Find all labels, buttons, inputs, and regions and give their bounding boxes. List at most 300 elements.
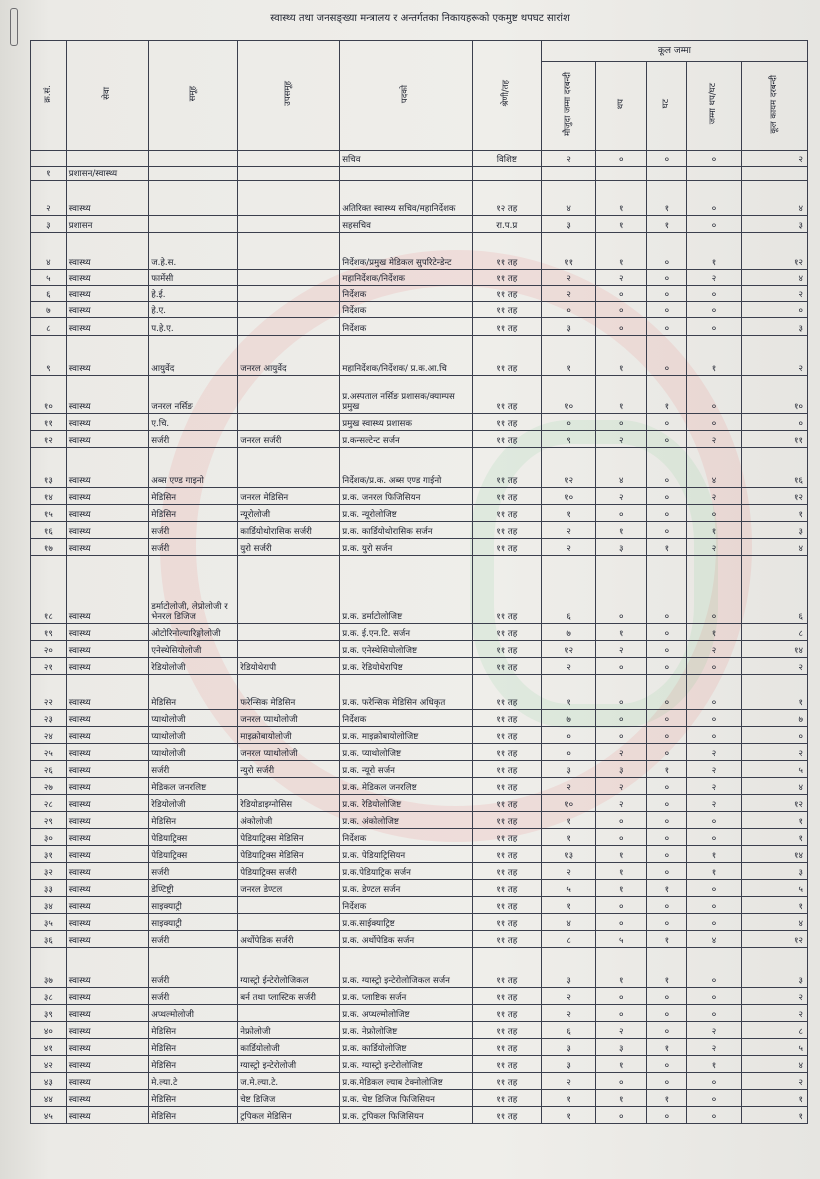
pad-cell: निर्देशक — [340, 318, 472, 336]
sn-cell: १ — [31, 167, 67, 181]
sn-cell: ९ — [31, 336, 67, 376]
sn-cell: २ — [31, 181, 67, 216]
pad-cell: प्र.क. न्यूरोलोजिष्ट — [340, 505, 472, 522]
upasamuha-cell: जनरल सर्जरी — [238, 431, 340, 448]
tah-cell: ११ तह — [472, 431, 541, 448]
existing-cell: ४ — [542, 914, 596, 931]
pad-cell: महानिर्देशक/निर्देशक/ प्र.क.आ.चि — [340, 336, 472, 376]
sewa-cell: स्वास्थ्य — [66, 1056, 148, 1073]
upasamuha-cell: जनरल प्याथोलोजी — [238, 744, 340, 761]
ghat-cell: ० — [647, 318, 687, 336]
thap-cell: ० — [596, 556, 647, 624]
tah-cell: ११ तह — [472, 880, 541, 897]
total-cell: ४ — [741, 778, 807, 795]
ghat-cell: १ — [647, 181, 687, 216]
net-cell: २ — [687, 795, 741, 812]
ghat-cell: ० — [647, 448, 687, 488]
thap-cell: १ — [596, 624, 647, 641]
tah-cell: ११ तह — [472, 641, 541, 658]
total-cell: २ — [741, 286, 807, 302]
thap-cell: ० — [596, 897, 647, 914]
table-row — [31, 931, 808, 948]
existing-cell: १२ — [542, 448, 596, 488]
upasamuha-cell — [238, 318, 340, 336]
upasamuha-cell: अंकोलोजी — [238, 812, 340, 829]
ghat-cell: ० — [647, 414, 687, 431]
net-cell: ० — [687, 302, 741, 318]
total-cell: १२ — [741, 233, 807, 270]
table-row — [31, 556, 808, 624]
ghat-cell: १ — [647, 948, 687, 988]
net-cell: १ — [687, 522, 741, 539]
sewa-cell — [66, 151, 148, 167]
table-row — [31, 880, 808, 897]
tah-cell: ११ तह — [472, 505, 541, 522]
upasamuha-cell — [238, 181, 340, 216]
existing-cell: ३ — [542, 948, 596, 988]
sn-cell: ८ — [31, 318, 67, 336]
total-cell: ३ — [741, 522, 807, 539]
tah-cell: ११ तह — [472, 286, 541, 302]
sewa-cell: स्वास्थ्य — [66, 744, 148, 761]
total-cell: १ — [741, 1107, 807, 1124]
tah-cell: ११ तह — [472, 1073, 541, 1090]
sewa-cell: स्वास्थ्य — [66, 624, 148, 641]
header-samuha: समूह — [149, 41, 238, 151]
ghat-cell: १ — [647, 376, 687, 414]
samuha-cell: प्याथोलोजी — [149, 727, 238, 744]
thap-cell: २ — [596, 270, 647, 286]
net-cell: ० — [687, 988, 741, 1005]
total-cell: २ — [741, 1005, 807, 1022]
samuha-cell: सर्जरी — [149, 431, 238, 448]
samuha-cell: मेडिसिन — [149, 812, 238, 829]
net-cell: ४ — [687, 448, 741, 488]
samuha-cell: ए.चि. — [149, 414, 238, 431]
sewa-cell: स्वास्थ्य — [66, 948, 148, 988]
pad-cell: प्र.क. फरेन्सिक मेडिसिन अधिकृत — [340, 675, 472, 710]
thap-cell: ० — [596, 675, 647, 710]
total-cell: २ — [741, 658, 807, 675]
upasamuha-cell: बर्न तथा प्लास्टिक सर्जरी — [238, 988, 340, 1005]
thap-cell: ३ — [596, 1039, 647, 1056]
tah-cell: १२ तह — [472, 181, 541, 216]
ghat-cell: ० — [647, 431, 687, 448]
ghat-cell: ० — [647, 846, 687, 863]
tah-cell: ११ तह — [472, 727, 541, 744]
pad-cell: प्र.क. ट्रपिकल फिजिसियन — [340, 1107, 472, 1124]
tah-cell: ११ तह — [472, 488, 541, 505]
sn-cell: २२ — [31, 675, 67, 710]
tah-cell: ११ तह — [472, 336, 541, 376]
thap-cell: ० — [596, 1005, 647, 1022]
upasamuha-cell: नेफ्रोलोजी — [238, 1022, 340, 1039]
ghat-cell: ० — [647, 151, 687, 167]
pad-cell: निर्देशक — [340, 829, 472, 846]
samuha-cell: रेडियोलोजी — [149, 795, 238, 812]
sewa-cell: स्वास्थ्य — [66, 302, 148, 318]
net-cell: ० — [687, 658, 741, 675]
samuha-cell: सर्जरी — [149, 863, 238, 880]
samuha-cell: मेडिसिन — [149, 1107, 238, 1124]
sewa-cell: स्वास्थ्य — [66, 880, 148, 897]
samuha-cell: सर्जरी — [149, 761, 238, 778]
table-row — [31, 863, 808, 880]
pad-cell: सहसचिव — [340, 216, 472, 233]
sewa-cell: स्वास्थ्य — [66, 336, 148, 376]
net-cell: ० — [687, 727, 741, 744]
net-cell: ० — [687, 948, 741, 988]
thap-cell: १ — [596, 948, 647, 988]
net-cell: १ — [687, 233, 741, 270]
samuha-cell: मेडिसिन — [149, 505, 238, 522]
pad-cell: प्र.कन्सल्टेन्ट सर्जन — [340, 431, 472, 448]
sn-cell: ४० — [31, 1022, 67, 1039]
samuha-cell: मेडिसिन — [149, 488, 238, 505]
upasamuha-cell — [238, 216, 340, 233]
tah-cell: ११ तह — [472, 1005, 541, 1022]
net-cell: ० — [687, 812, 741, 829]
tah-cell: ११ तह — [472, 624, 541, 641]
ghat-cell: ० — [647, 624, 687, 641]
samuha-cell: मेडिसिन — [149, 675, 238, 710]
total-cell: ४ — [741, 914, 807, 931]
sn-cell: ३६ — [31, 931, 67, 948]
ghat-cell: ० — [647, 1005, 687, 1022]
sewa-cell: स्वास्थ्य — [66, 1073, 148, 1090]
header-sn: क्र.सं. — [31, 41, 67, 151]
ghat-cell: ० — [647, 829, 687, 846]
pad-cell: प्र.क. न्यूरो सर्जन — [340, 761, 472, 778]
samuha-cell: आयुर्वेद — [149, 336, 238, 376]
table-row — [31, 624, 808, 641]
header-total-kayam: कूल कायम दरबन्दी — [741, 62, 807, 151]
existing-cell: २ — [542, 151, 596, 167]
sewa-cell: स्वास्थ्य — [66, 488, 148, 505]
thap-cell: २ — [596, 488, 647, 505]
header-pad: पदको — [340, 41, 472, 151]
pad-cell: अतिरिक्त स्वास्थ्य सचिव/महानिर्देशक — [340, 181, 472, 216]
thap-cell: १ — [596, 233, 647, 270]
upasamuha-cell — [238, 778, 340, 795]
table-row — [31, 812, 808, 829]
upasamuha-cell — [238, 556, 340, 624]
net-cell: ० — [687, 376, 741, 414]
table-row — [31, 167, 808, 181]
existing-cell: ६ — [542, 1022, 596, 1039]
samuha-cell: मेडिसिन — [149, 1039, 238, 1056]
existing-cell: २ — [542, 778, 596, 795]
total-cell: ४ — [741, 1056, 807, 1073]
ghat-cell: ० — [647, 658, 687, 675]
existing-cell: २ — [542, 286, 596, 302]
sewa-cell: स्वास्थ्य — [66, 675, 148, 710]
table-row — [31, 795, 808, 812]
table-row — [31, 151, 808, 167]
net-cell: १ — [687, 1056, 741, 1073]
tah-cell: ११ तह — [472, 376, 541, 414]
total-cell: २ — [741, 744, 807, 761]
ghat-cell: १ — [647, 880, 687, 897]
ghat-cell: ० — [647, 744, 687, 761]
total-cell: ३ — [741, 948, 807, 988]
table-row — [31, 846, 808, 863]
table-row — [31, 948, 808, 988]
upasamuha-cell: अर्थोपेडिक सर्जरी — [238, 931, 340, 948]
table-row — [31, 181, 808, 216]
upasamuha-cell: जनरल प्याथोलोजी — [238, 710, 340, 727]
net-cell — [687, 167, 741, 181]
total-cell: ४ — [741, 270, 807, 286]
sn-cell: ३८ — [31, 988, 67, 1005]
total-cell: १० — [741, 376, 807, 414]
sn-cell: २५ — [31, 744, 67, 761]
sn-cell: ४३ — [31, 1073, 67, 1090]
samuha-cell: फार्मेसी — [149, 270, 238, 286]
thap-cell: १ — [596, 880, 647, 897]
pad-cell: प्र.क. कार्डियोलोजिष्ट — [340, 1039, 472, 1056]
table-row — [31, 1022, 808, 1039]
sn-cell: ३९ — [31, 1005, 67, 1022]
sewa-cell: स्वास्थ्य — [66, 863, 148, 880]
sn-cell: १५ — [31, 505, 67, 522]
ghat-cell: ० — [647, 286, 687, 302]
total-cell: ४ — [741, 539, 807, 556]
total-cell: ० — [741, 727, 807, 744]
net-cell: २ — [687, 761, 741, 778]
samuha-cell: ज.हे.स. — [149, 233, 238, 270]
table-row — [31, 505, 808, 522]
upasamuha-cell — [238, 302, 340, 318]
existing-cell: १० — [542, 488, 596, 505]
tah-cell: ११ तह — [472, 863, 541, 880]
thap-cell: १ — [596, 336, 647, 376]
upasamuha-cell: कार्डियोथोरासिक सर्जरी — [238, 522, 340, 539]
existing-cell: ३ — [542, 216, 596, 233]
sewa-cell: स्वास्थ्य — [66, 914, 148, 931]
tah-cell: ११ तह — [472, 1039, 541, 1056]
ghat-cell: ० — [647, 336, 687, 376]
pad-cell: प्र.क. अर्थोपेडिक सर्जन — [340, 931, 472, 948]
tah-cell: ११ तह — [472, 795, 541, 812]
sewa-cell: स्वास्थ्य — [66, 431, 148, 448]
tah-cell: ११ तह — [472, 448, 541, 488]
thap-cell: ० — [596, 505, 647, 522]
ghat-cell: ० — [647, 302, 687, 318]
upasamuha-cell: जनरल डेण्टल — [238, 880, 340, 897]
table-row — [31, 641, 808, 658]
pad-cell: निर्देशक — [340, 897, 472, 914]
pad-cell: प्र.क.साईक्याट्रिष्ट — [340, 914, 472, 931]
ghat-cell: ० — [647, 641, 687, 658]
net-cell: १ — [687, 624, 741, 641]
existing-cell: १ — [542, 675, 596, 710]
samuha-cell: मेडिसिन — [149, 1022, 238, 1039]
ghat-cell: १ — [647, 539, 687, 556]
net-cell: ० — [687, 897, 741, 914]
sn-cell: ३१ — [31, 846, 67, 863]
upasamuha-cell: युरो सर्जरी — [238, 539, 340, 556]
samuha-cell: मेडिकल जनरलिष्ट — [149, 778, 238, 795]
net-cell: २ — [687, 641, 741, 658]
sn-cell: ३ — [31, 216, 67, 233]
sn-cell: ३४ — [31, 897, 67, 914]
existing-cell: ३ — [542, 318, 596, 336]
upasamuha-cell — [238, 897, 340, 914]
thap-cell: ० — [596, 414, 647, 431]
sewa-cell: स्वास्थ्य — [66, 522, 148, 539]
table-row — [31, 522, 808, 539]
sn-cell: २८ — [31, 795, 67, 812]
samuha-cell — [149, 167, 238, 181]
tah-cell: ११ तह — [472, 522, 541, 539]
net-cell: २ — [687, 488, 741, 505]
tah-cell: ११ तह — [472, 744, 541, 761]
existing-cell: २ — [542, 863, 596, 880]
thap-cell: २ — [596, 744, 647, 761]
ghat-cell: १ — [647, 1039, 687, 1056]
upasamuha-cell — [238, 233, 340, 270]
tah-cell: रा.प.प्र — [472, 216, 541, 233]
net-cell: २ — [687, 270, 741, 286]
sewa-cell: प्रशासन — [66, 216, 148, 233]
samuha-cell: मेडिसिन — [149, 1056, 238, 1073]
ghat-cell — [647, 167, 687, 181]
pad-cell: प्र.क.मेडिकल ल्याब टेक्नोलोजिष्ट — [340, 1073, 472, 1090]
total-cell: ० — [741, 302, 807, 318]
thap-cell: ० — [596, 812, 647, 829]
sn-cell: ३२ — [31, 863, 67, 880]
existing-cell: १ — [542, 505, 596, 522]
thap-cell — [596, 167, 647, 181]
ghat-cell: ० — [647, 505, 687, 522]
upasamuha-cell: कार्डियोलोजी — [238, 1039, 340, 1056]
total-cell: १ — [741, 505, 807, 522]
thap-cell: ३ — [596, 539, 647, 556]
pad-cell: प्र.क. पेडियाट्रिसियन — [340, 846, 472, 863]
tah-cell: ११ तह — [472, 233, 541, 270]
existing-cell: ४ — [542, 181, 596, 216]
sewa-cell: स्वास्थ्य — [66, 376, 148, 414]
net-cell: ० — [687, 286, 741, 302]
pad-cell: प्र.क. रेडियोथेरापिष्ट — [340, 658, 472, 675]
sn-cell: २३ — [31, 710, 67, 727]
net-cell: ० — [687, 880, 741, 897]
header-sewa: सेवा — [66, 41, 148, 151]
total-cell: ० — [741, 414, 807, 431]
samuha-cell — [149, 151, 238, 167]
sewa-cell: स्वास्थ्य — [66, 846, 148, 863]
table-row — [31, 744, 808, 761]
thap-cell: १ — [596, 1090, 647, 1107]
sewa-cell: स्वास्थ्य — [66, 1039, 148, 1056]
existing-cell: १ — [542, 897, 596, 914]
total-cell: ६ — [741, 556, 807, 624]
sewa-cell: स्वास्थ्य — [66, 448, 148, 488]
thap-cell: १ — [596, 1056, 647, 1073]
pad-cell: प्रमुख स्वास्थ्य प्रशासक — [340, 414, 472, 431]
total-cell: १ — [741, 1090, 807, 1107]
total-cell: १२ — [741, 488, 807, 505]
table-body — [31, 151, 808, 1124]
upasamuha-cell: ट्रपिकल मेडिसिन — [238, 1107, 340, 1124]
sewa-cell: स्वास्थ्य — [66, 1107, 148, 1124]
existing-cell: २ — [542, 658, 596, 675]
total-cell: ३ — [741, 318, 807, 336]
existing-cell: ० — [542, 727, 596, 744]
ghat-cell: ० — [647, 795, 687, 812]
sn-cell: ६ — [31, 286, 67, 302]
sn-cell: १६ — [31, 522, 67, 539]
existing-cell: ० — [542, 744, 596, 761]
total-cell: ५ — [741, 761, 807, 778]
table-row — [31, 1039, 808, 1056]
tah-cell: ११ तह — [472, 556, 541, 624]
sn-cell: २६ — [31, 761, 67, 778]
samuha-cell: साइक्याट्री — [149, 897, 238, 914]
tah-cell: विशिष्ट — [472, 151, 541, 167]
total-cell: ३ — [741, 216, 807, 233]
upasamuha-cell: पेडियाट्रिक्स मेडिसिन — [238, 829, 340, 846]
tah-cell: ११ तह — [472, 897, 541, 914]
total-cell: ७ — [741, 710, 807, 727]
pad-cell: निर्देशक/प्रमुख मेडिकल सुपरिटेन्डेन्ट — [340, 233, 472, 270]
ghat-cell: ० — [647, 522, 687, 539]
tah-cell: ११ तह — [472, 539, 541, 556]
table-row — [31, 302, 808, 318]
net-cell: २ — [687, 778, 741, 795]
pad-cell: प्र.क. चेष्ट डिजिज फिजिसियन — [340, 1090, 472, 1107]
header-thap: थप — [596, 62, 647, 151]
thap-cell: ४ — [596, 448, 647, 488]
existing-cell: ० — [542, 414, 596, 431]
upasamuha-cell — [238, 151, 340, 167]
pad-cell: प्र.क. जनरल फिजिसियन — [340, 488, 472, 505]
thap-cell: ० — [596, 151, 647, 167]
tah-cell: ११ तह — [472, 778, 541, 795]
sewa-cell: स्वास्थ्य — [66, 897, 148, 914]
pad-cell: प्र.क. अंकोलोजिष्ट — [340, 812, 472, 829]
tah-cell: ११ तह — [472, 302, 541, 318]
sn-cell: २४ — [31, 727, 67, 744]
existing-cell: २ — [542, 539, 596, 556]
table-header — [31, 41, 808, 151]
thap-cell: ० — [596, 1107, 647, 1124]
table-row — [31, 1073, 808, 1090]
total-cell: १४ — [741, 641, 807, 658]
sewa-cell: स्वास्थ्य — [66, 539, 148, 556]
thap-cell: २ — [596, 795, 647, 812]
total-cell: १६ — [741, 448, 807, 488]
upasamuha-cell — [238, 414, 340, 431]
upasamuha-cell — [238, 624, 340, 641]
samuha-cell: सर्जरी — [149, 522, 238, 539]
net-cell: ० — [687, 914, 741, 931]
total-cell: १२ — [741, 795, 807, 812]
upasamuha-cell — [238, 914, 340, 931]
samuha-cell: हे.ई. — [149, 286, 238, 302]
upasamuha-cell: ग्यास्ट्रो ईन्टेरोलोजिकल — [238, 948, 340, 988]
existing-cell: १ — [542, 1090, 596, 1107]
upasamuha-cell: न्यूरोलोजी — [238, 505, 340, 522]
thap-cell: ० — [596, 829, 647, 846]
net-cell: ० — [687, 556, 741, 624]
pad-cell: प्र.क. कार्डियोथोरासिक सर्जन — [340, 522, 472, 539]
table-row — [31, 829, 808, 846]
upasamuha-cell — [238, 641, 340, 658]
header-ghat: घट — [647, 62, 687, 151]
existing-cell: ७ — [542, 710, 596, 727]
